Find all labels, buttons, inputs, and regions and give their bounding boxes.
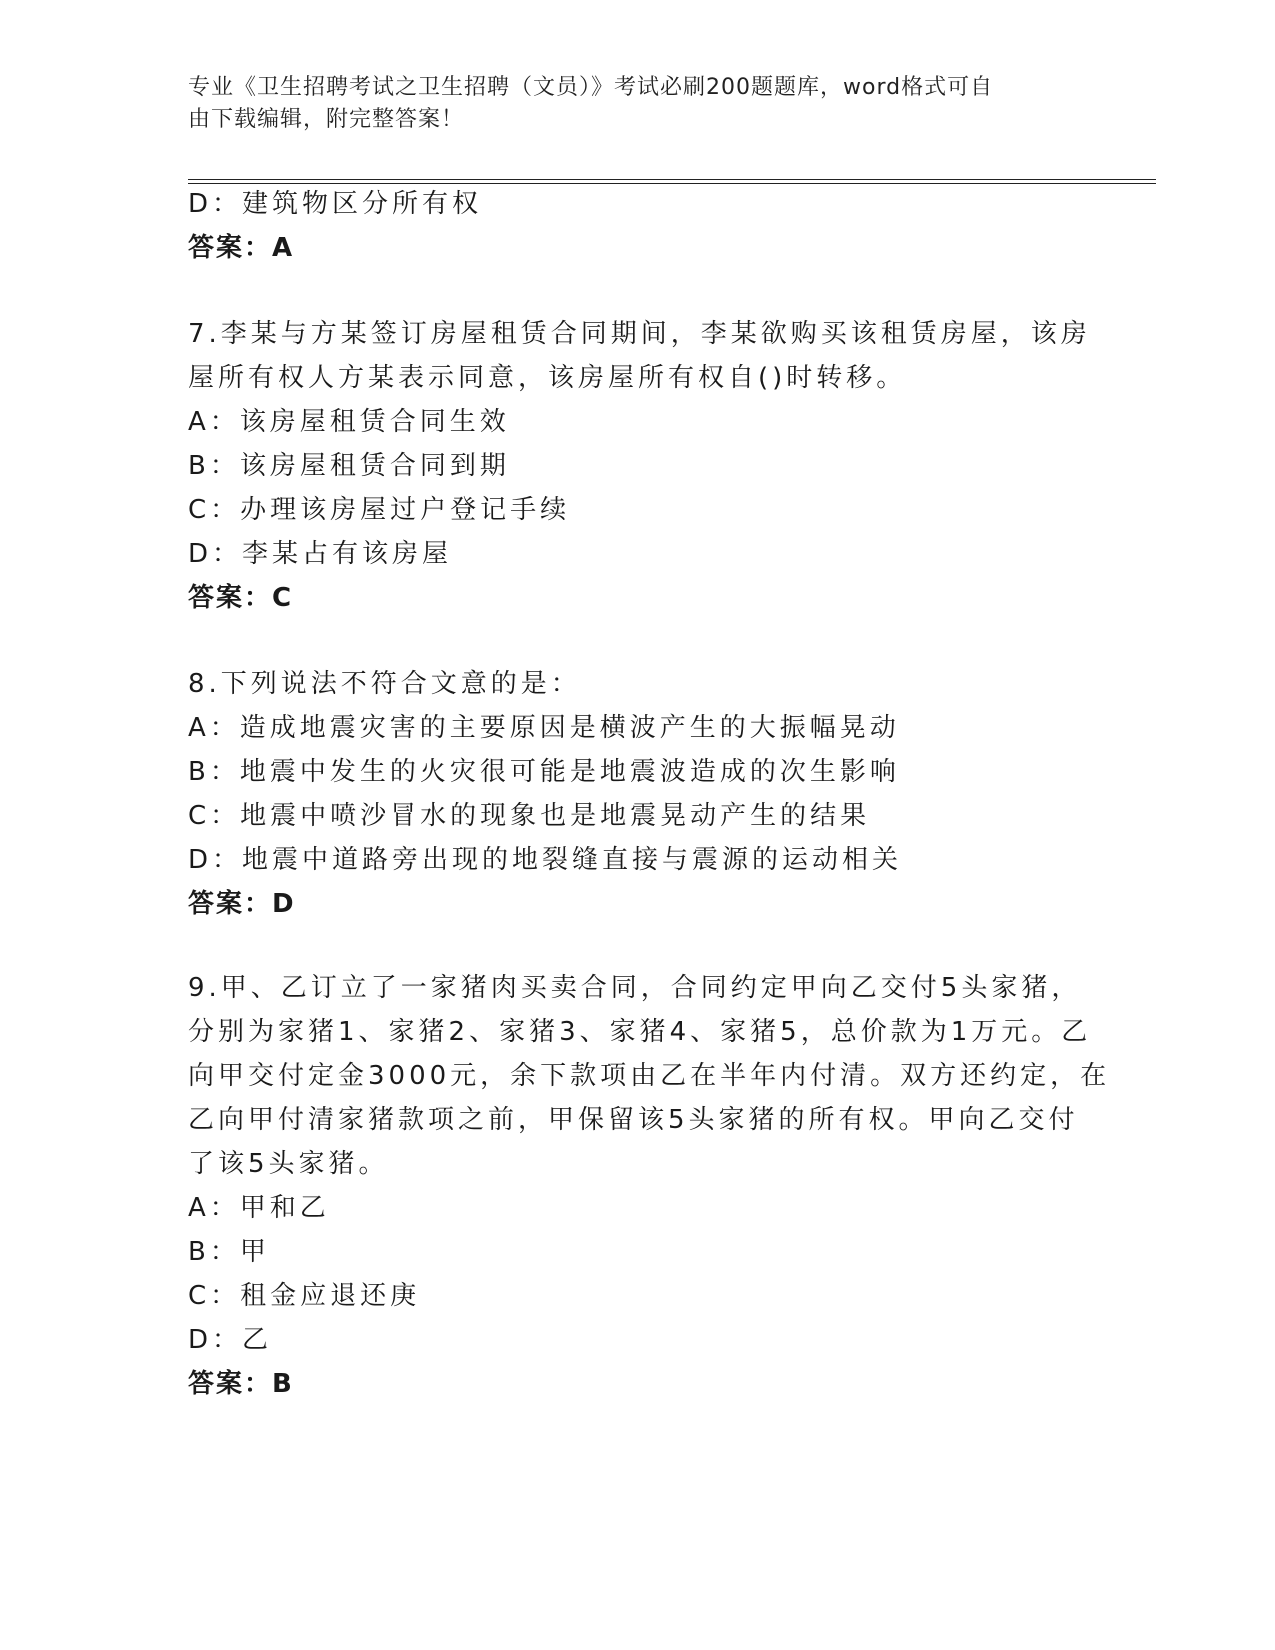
q9-option-b: B：甲: [188, 1237, 270, 1267]
q7-option-d: D：李某占有该房屋: [188, 539, 453, 569]
q7-stem-line-2: 屋所有权人方某表示同意，该房屋所有权自()时转移。: [188, 363, 907, 393]
q7-option-b: B：该房屋租赁合同到期: [188, 451, 510, 481]
q8-option-c: C：地震中喷沙冒水的现象也是地震晃动产生的结果: [188, 801, 871, 831]
q7-option-a: A：该房屋租赁合同生效: [188, 407, 510, 437]
q9-option-c: C：租金应退还庚: [188, 1281, 421, 1311]
prev-option-d: D：建筑物区分所有权: [188, 189, 483, 219]
q9-stem-line-5: 了该5头家猪。: [188, 1149, 389, 1179]
q9-stem-line-2: 分别为家猪1、家猪2、家猪3、家猪4、家猪5，总价款为1万元。乙: [188, 1017, 1092, 1047]
q9-stem-line-3: 向甲交付定金3000元，余下款项由乙在半年内付清。双方还约定，在: [188, 1061, 1111, 1091]
q9-option-d: D：乙: [188, 1325, 273, 1355]
q9-answer: 答案：B: [188, 1369, 294, 1399]
header-line-2: 由下载编辑，附完整答案！: [188, 107, 465, 132]
header-line-1: 专业《卫生招聘考试之卫生招聘（文员）》考试必刷200题题库，word格式可自: [188, 75, 994, 100]
q7-option-c: C：办理该房屋过户登记手续: [188, 495, 571, 525]
q7-answer: 答案：C: [188, 583, 294, 613]
q9-stem-line-4: 乙向甲付清家猪款项之前，甲保留该5头家猪的所有权。甲向乙交付: [188, 1105, 1079, 1135]
header-divider-top: [188, 179, 1156, 180]
q7-stem-line-1: 7.李某与方某签订房屋租赁合同期间，李某欲购买该租赁房屋，该房: [188, 319, 1091, 349]
q9-stem-line-1: 9.甲、乙订立了一家猪肉买卖合同，合同约定甲向乙交付5头家猪，: [188, 973, 1082, 1003]
q9-option-a: A：甲和乙: [188, 1193, 330, 1223]
prev-answer: 答案：A: [188, 233, 295, 263]
q8-stem: 8.下列说法不符合文意的是：: [188, 669, 581, 699]
header-divider-bottom: [188, 183, 1156, 184]
q8-option-a: A：造成地震灾害的主要原因是横波产生的大振幅晃动: [188, 713, 900, 743]
q8-answer: 答案：D: [188, 889, 296, 919]
page-header: [188, 72, 1088, 136]
q8-option-d: D：地震中道路旁出现的地裂缝直接与震源的运动相关: [188, 845, 903, 875]
q8-option-b: B：地震中发生的火灾很可能是地震波造成的次生影响: [188, 757, 900, 787]
